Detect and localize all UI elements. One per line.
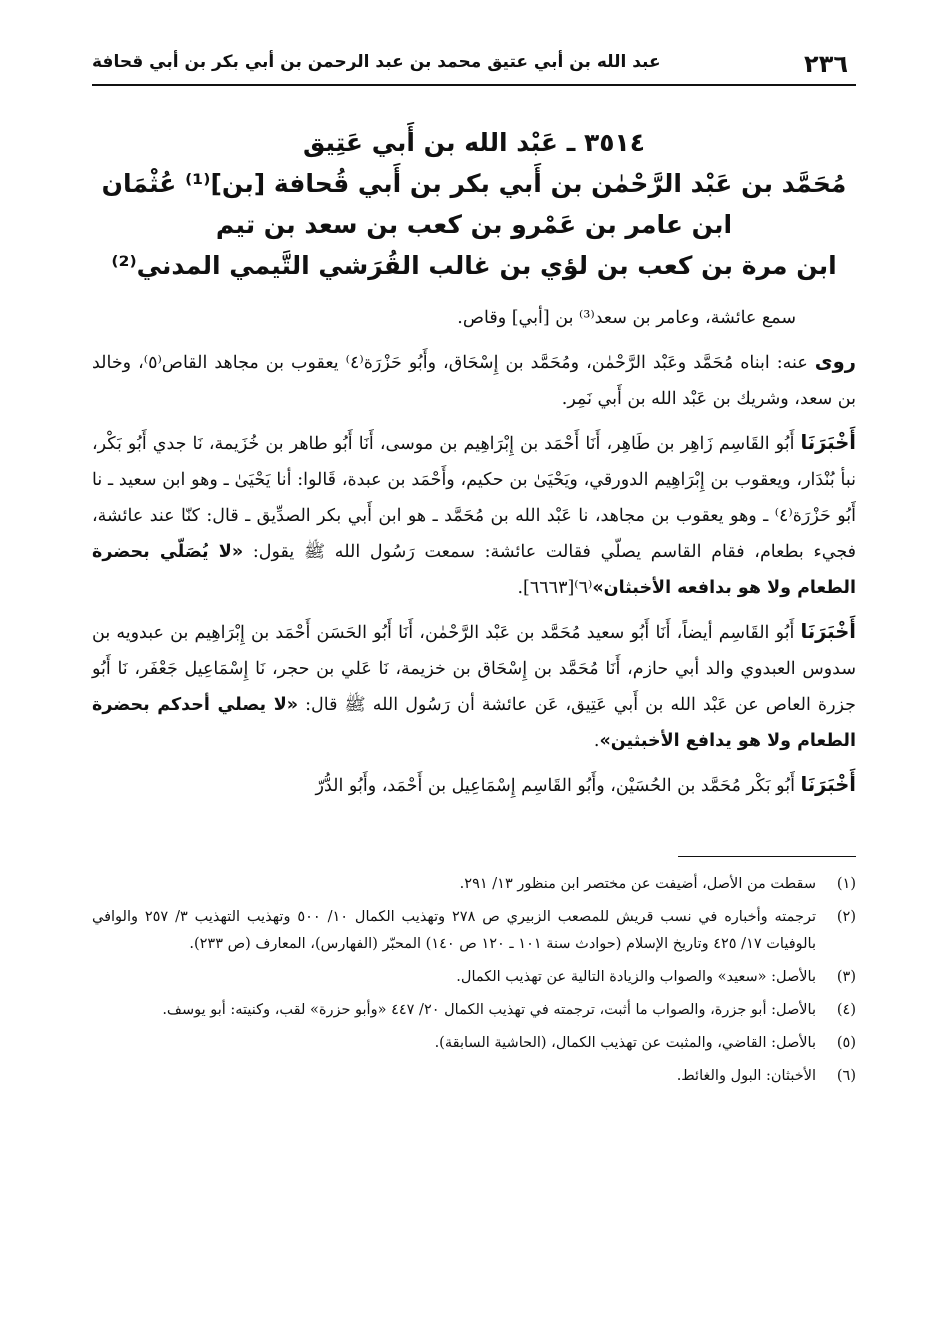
hadith-quote: «لا يصلي أحدكم بحضرة الطعام ولا هو يدافع الأخبثين» [92,695,856,751]
paragraph-hadith-2 [92,614,856,759]
footnote-text: ترجمته وأخباره في نسب قريش للمصعب الزبيري ص ٢٧٨ وتهذيب الكمال ١٠/ ٥٠٠ وتهذيب التهذيب ٣/ ٢٥٧ والوافي بالوفيات ١٧/ ٤٢٥ وتاريخ الإسلام (حوادث سنة ١٠١ ـ ١٢٠ ص ١٤٠) المحبّر (الفهارس)، المعارف (ص ٢٣٣). [92,909,816,952]
paragraph-text: أَبُو القَاسِم أيضاً، أَنَا أَبُو سعيد مُحَمَّد بن عَبْد الرَّحْمٰن، أَنَا أَبُو الحَسَن أَحْمَد بن إِبْرَاهِيم بن عبدويه بن سدوس العبدوي والد أبي حازم، أَنَا مُحَمَّد بن إِسْحَاق بن خزيمة، نَا عَلي بن حجر، نَا إِسْمَاعِيل جَعْفَر، نَا أَبُو جزرة العاص عن عَبْد الله بن أَبي عَتِيق، عَن عائشة أن رَسُول الله ﷺ قال: [92,623,856,715]
footnote-number: (٢) [836,909,856,925]
footnote-separator [678,856,856,857]
entry-heading [92,122,856,286]
footnote-number: (٦) [836,1068,856,1084]
paragraph-lead: أَخْبَرَنَا [800,773,856,796]
header-rule [92,84,856,86]
footnote-text: بالأصل: «سعيد» والصواب والزيادة التالية عن تهذيب الكمال. [456,969,816,985]
paragraph-tail: . [593,731,600,751]
footnote [92,964,856,991]
paragraph-tail: ⁽٦⁾[٦٦٦٣]. [517,578,593,598]
paragraph-hadith-3 [92,767,856,804]
footnote [92,904,856,958]
paragraph-lead: روى [814,350,856,373]
running-header [92,40,856,86]
heading-line: ٣٥١٤ ـ عَبْد الله بن أَبي عَتِيق [302,128,646,157]
heading-line: ابن عامر بن عَمْرو بن كعب بن سعد بن تيم [215,210,733,239]
paragraph-narrators [92,344,856,417]
paragraph-lead: أَخْبَرَنَا [800,620,856,643]
page-number: ٢٣٦ [804,50,848,78]
footnote [92,997,856,1024]
footnotes [92,871,856,1090]
paragraph-text: عنه: ابناه مُحَمَّد وعَبْد الرَّحْمٰن، ومُحَمَّد بن إِسْحَاق، وأَبُو حَزْرَة⁽٤⁾ يعقوب بن مجاهد القاص⁽٥⁾، وخالد بن سعد، وشريك بن عَبْد الله بن أَبي نَمِر. [92,353,856,409]
footnote [92,871,856,898]
paragraph-lead: أَخْبَرَنَا [800,431,856,454]
footnote-number: (٣) [836,969,856,985]
footnote-text: بالأصل: أبو جزرة، والصواب ما أثبت، ترجمته في تهذيب الكمال ٢٠/ ٤٤٧ «وأبو حزرة» لقب، وكنيته: أبو يوسف. [162,1002,816,1018]
footnote-text: سقطت من الأصل، أضيفت عن مختصر ابن منظور ١٣/ ٢٩١. [459,876,816,892]
running-title: عبد الله بن أبي عتيق محمد بن عبد الرحمن بن أبي بكر بن أبي قحافة [92,52,661,72]
footnote-text: بالأصل: القاضي، والمثبت عن تهذيب الكمال، (الحاشية السابقة). [434,1035,816,1051]
paragraph-text: أَبُو القَاسِم زَاهِر بن طَاهِر، أَنَا أَحْمَد بن إِبْرَاهِيم بن موسى، أَنَا أَبُو طاهر بن خُزَيمة، نَا جدي أَبُو بَكْر، نبأ بُنْدَار، ويعقوب بن إِبْرَاهِيم الدورقي، ويَحْيَىٰ بن حكيم، وأَحْمَد بن عبدة، قَالوا: أنا يَحْيَىٰ ـ وهو ابن سعيد ـ نا أَبُو حَزْرَة⁽٤⁾ ـ وهو يعقوب بن مجاهد، نا عَبْد الله بن مُحَمَّد ـ هو ابن أَبي بكر الصدِّيق ـ قال: كنّا عند عائشة، فجيء بطعام، فقام القاسم يصلّي فقالت عائشة: سمعت رَسُول الله ﷺ يقول: [92,434,856,562]
paragraph-text: أَبُو بَكْر مُحَمَّد بن الحُسَيْن، وأَبُو القَاسِم إِسْمَاعِيل بن أَحْمَد، وأَبُو الدُّرّ [315,776,801,796]
main-text [92,300,856,804]
footnote-number: (٤) [836,1002,856,1018]
paragraph-teachers: سمع عائشة، وعامر بن سعد⁽³⁾ بن [أبي] وقاص. [457,308,796,328]
footnote [92,1063,856,1090]
paragraph-hadith-1 [92,425,856,606]
footnote-number: (١) [836,876,856,892]
footnote-text: الأخبثان: البول والغائط. [676,1068,816,1084]
book-page [92,40,856,1096]
footnote-number: (٥) [836,1035,856,1051]
hadith-quote: «لا يُصَلّي بحضرة الطعام ولا هو بدافعه الأخبثان» [92,542,856,598]
heading-line: ابن مرة بن كعب بن لؤي بن غالب القُرَشي التَّيمي المدني⁽²⁾ [111,251,837,280]
heading-line: مُحَمَّد بن عَبْد الرَّحْمٰن بن أَبي بكر بن أَبي قُحافة [بن]⁽¹⁾ عُثْمَان [101,169,847,198]
footnote [92,1030,856,1057]
